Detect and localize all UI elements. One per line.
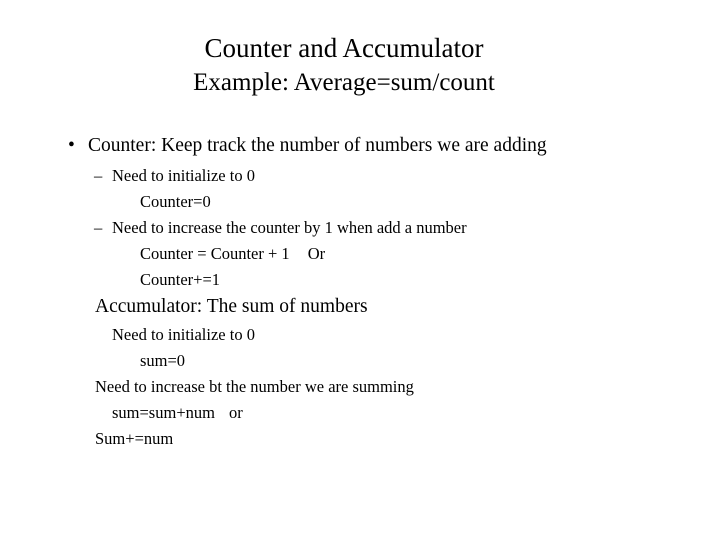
code-accum-increase-alt: Sum+=num (95, 429, 174, 448)
sub-bullet-counter-increase (94, 218, 467, 238)
code-accum-init: sum=0 (140, 351, 186, 370)
code-counter-increase-alt: Counter+=1 (140, 270, 221, 289)
bullet-counter (68, 136, 547, 156)
code-accum-increase-or: or (228, 403, 243, 422)
sub-bullet-counter-init-text: Need to initialize to 0 (112, 166, 255, 185)
sub-bullet-accum-init: Need to initialize to 0 (112, 325, 255, 344)
bullet-marker: • (68, 135, 75, 156)
code-counter-increase-or: Or (307, 244, 326, 263)
code-counter-increase (140, 244, 325, 264)
sub-bullet-counter-increase-text: Need to increase the counter by 1 when add a number (112, 218, 467, 237)
bullet-accumulator: Accumulator: The sum of numbers (95, 296, 368, 317)
code-accum-increase-expr: sum=sum+num (112, 403, 215, 422)
code-counter-increase-expr: Counter = Counter + 1 (140, 244, 290, 263)
code-accum-increase (112, 403, 243, 423)
dash-marker: – (94, 166, 103, 185)
dash-marker: – (94, 218, 103, 237)
slide-title: Counter and Accumulator (204, 33, 484, 63)
code-counter-init: Counter=0 (140, 192, 211, 211)
sub-bullet-accum-increase: Need to increase bt the number we are summing (95, 377, 414, 396)
slide-subtitle: Example: Average=sum/count (193, 69, 495, 96)
sub-bullet-counter-init (94, 166, 255, 186)
bullet-counter-text: Counter: Keep track the number of numbers we are adding (88, 135, 547, 156)
